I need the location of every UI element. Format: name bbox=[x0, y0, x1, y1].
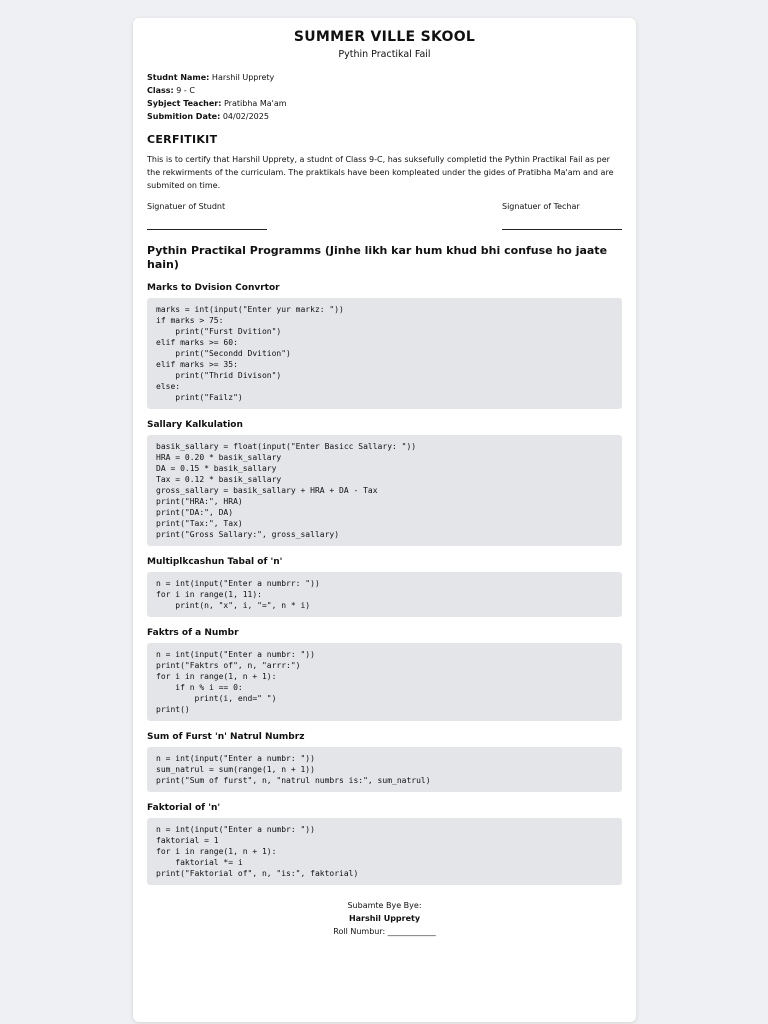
code-block: basik_sallary = float(input("Enter Basicc Sallary: ")) HRA = 0.20 * basik_sallary DA = 0.15 * basik_sallary Tax = 0.12 * basik_sallary gross_sallary = basik_sallary + HRA + DA - Tax print("HRA:", HRA) print("DA:", DA) print("Tax:", Tax) print("Gross Sallary:", gross_sallary) bbox=[147, 435, 622, 546]
info-row-date: Submition Date: 04/02/2025 bbox=[147, 112, 269, 121]
signature-row bbox=[147, 202, 622, 230]
program-marks bbox=[147, 282, 622, 409]
certificate-heading: CERFITIKIT bbox=[147, 133, 218, 146]
program-title: Sallary Kalkulation bbox=[147, 420, 243, 430]
code-block: n = int(input("Enter a numbrr: ")) for i in range(1, 11): print(n, "x", i, "=", n * i) bbox=[147, 572, 622, 617]
student-signature: Signatuer of Studnt bbox=[147, 202, 267, 230]
info-row-teacher: Sybject Teacher: Pratibha Ma'am bbox=[147, 99, 287, 108]
submission-footer bbox=[147, 899, 622, 938]
info-row-name: Studnt Name: Harshil Upprety bbox=[147, 73, 275, 82]
program-sum bbox=[147, 731, 622, 792]
program-factors bbox=[147, 627, 622, 721]
program-title: Faktrs of a Numbr bbox=[147, 628, 239, 638]
program-table bbox=[147, 556, 622, 617]
code-block: n = int(input("Enter a numbr: ")) sum_natrul = sum(range(1, n + 1)) print("Sum of furst", n, "natrul numbrs is:", sum_natrul) bbox=[147, 747, 622, 792]
certificate-text: This is to certify that Harshil Upprety, a studnt of Class 9-C, has suksefully completid the Pythin Practikal Fail as per the rekwirments of the curriculam. The praktikals have been kompleated under the gides of Pratibha Ma'am and are submited on time. bbox=[147, 155, 614, 190]
code-block: n = int(input("Enter a numbr: ")) print("Faktrs of", n, "arrr:") for i in range(1, n + 1): if n % i == 0: print(i, end=" ") print() bbox=[147, 643, 622, 721]
school-name: SUMMER VILLE SKOOL bbox=[293, 29, 476, 45]
submitted-by-label: Subamte Bye Bye: bbox=[347, 901, 422, 910]
student-info bbox=[147, 71, 622, 123]
code-block: n = int(input("Enter a numbr: ")) faktorial = 1 for i in range(1, n + 1): faktorial *= i print("Faktorial of", n, "is:", faktorial) bbox=[147, 818, 622, 885]
roll-number: Roll Numbur: ____________ bbox=[333, 927, 436, 936]
practical-file-page bbox=[133, 18, 636, 1022]
submitter-name: Harshil Upprety bbox=[348, 914, 421, 923]
program-title: Faktorial of 'n' bbox=[147, 803, 221, 813]
program-title: Sum of Furst 'n' Natrul Numbrz bbox=[147, 732, 305, 742]
teacher-signature-line bbox=[502, 229, 622, 230]
code-block: marks = int(input("Enter yur markz: ")) if marks > 75: print("Furst Dvition") elif marks >= 60: print("Secondd Dvition") elif marks >= 35: print("Thrid Divison") else: print("Failz") bbox=[147, 298, 622, 409]
program-title: Marks to Dvision Convrtor bbox=[147, 283, 280, 293]
student-signature-line bbox=[147, 229, 267, 230]
program-salary bbox=[147, 419, 622, 546]
program-title: Multiplkcashun Tabal of 'n' bbox=[147, 557, 283, 567]
program-factorial bbox=[147, 802, 622, 885]
teacher-signature: Signatuer of Techar bbox=[502, 202, 622, 230]
file-subtitle: Pythin Practikal Fail bbox=[338, 49, 431, 60]
info-row-class: Class: 9 - C bbox=[147, 86, 195, 95]
programs-heading: Pythin Practikal Programms (Jinhe likh kar hum khud bhi confuse ho jaate hain) bbox=[147, 244, 608, 271]
